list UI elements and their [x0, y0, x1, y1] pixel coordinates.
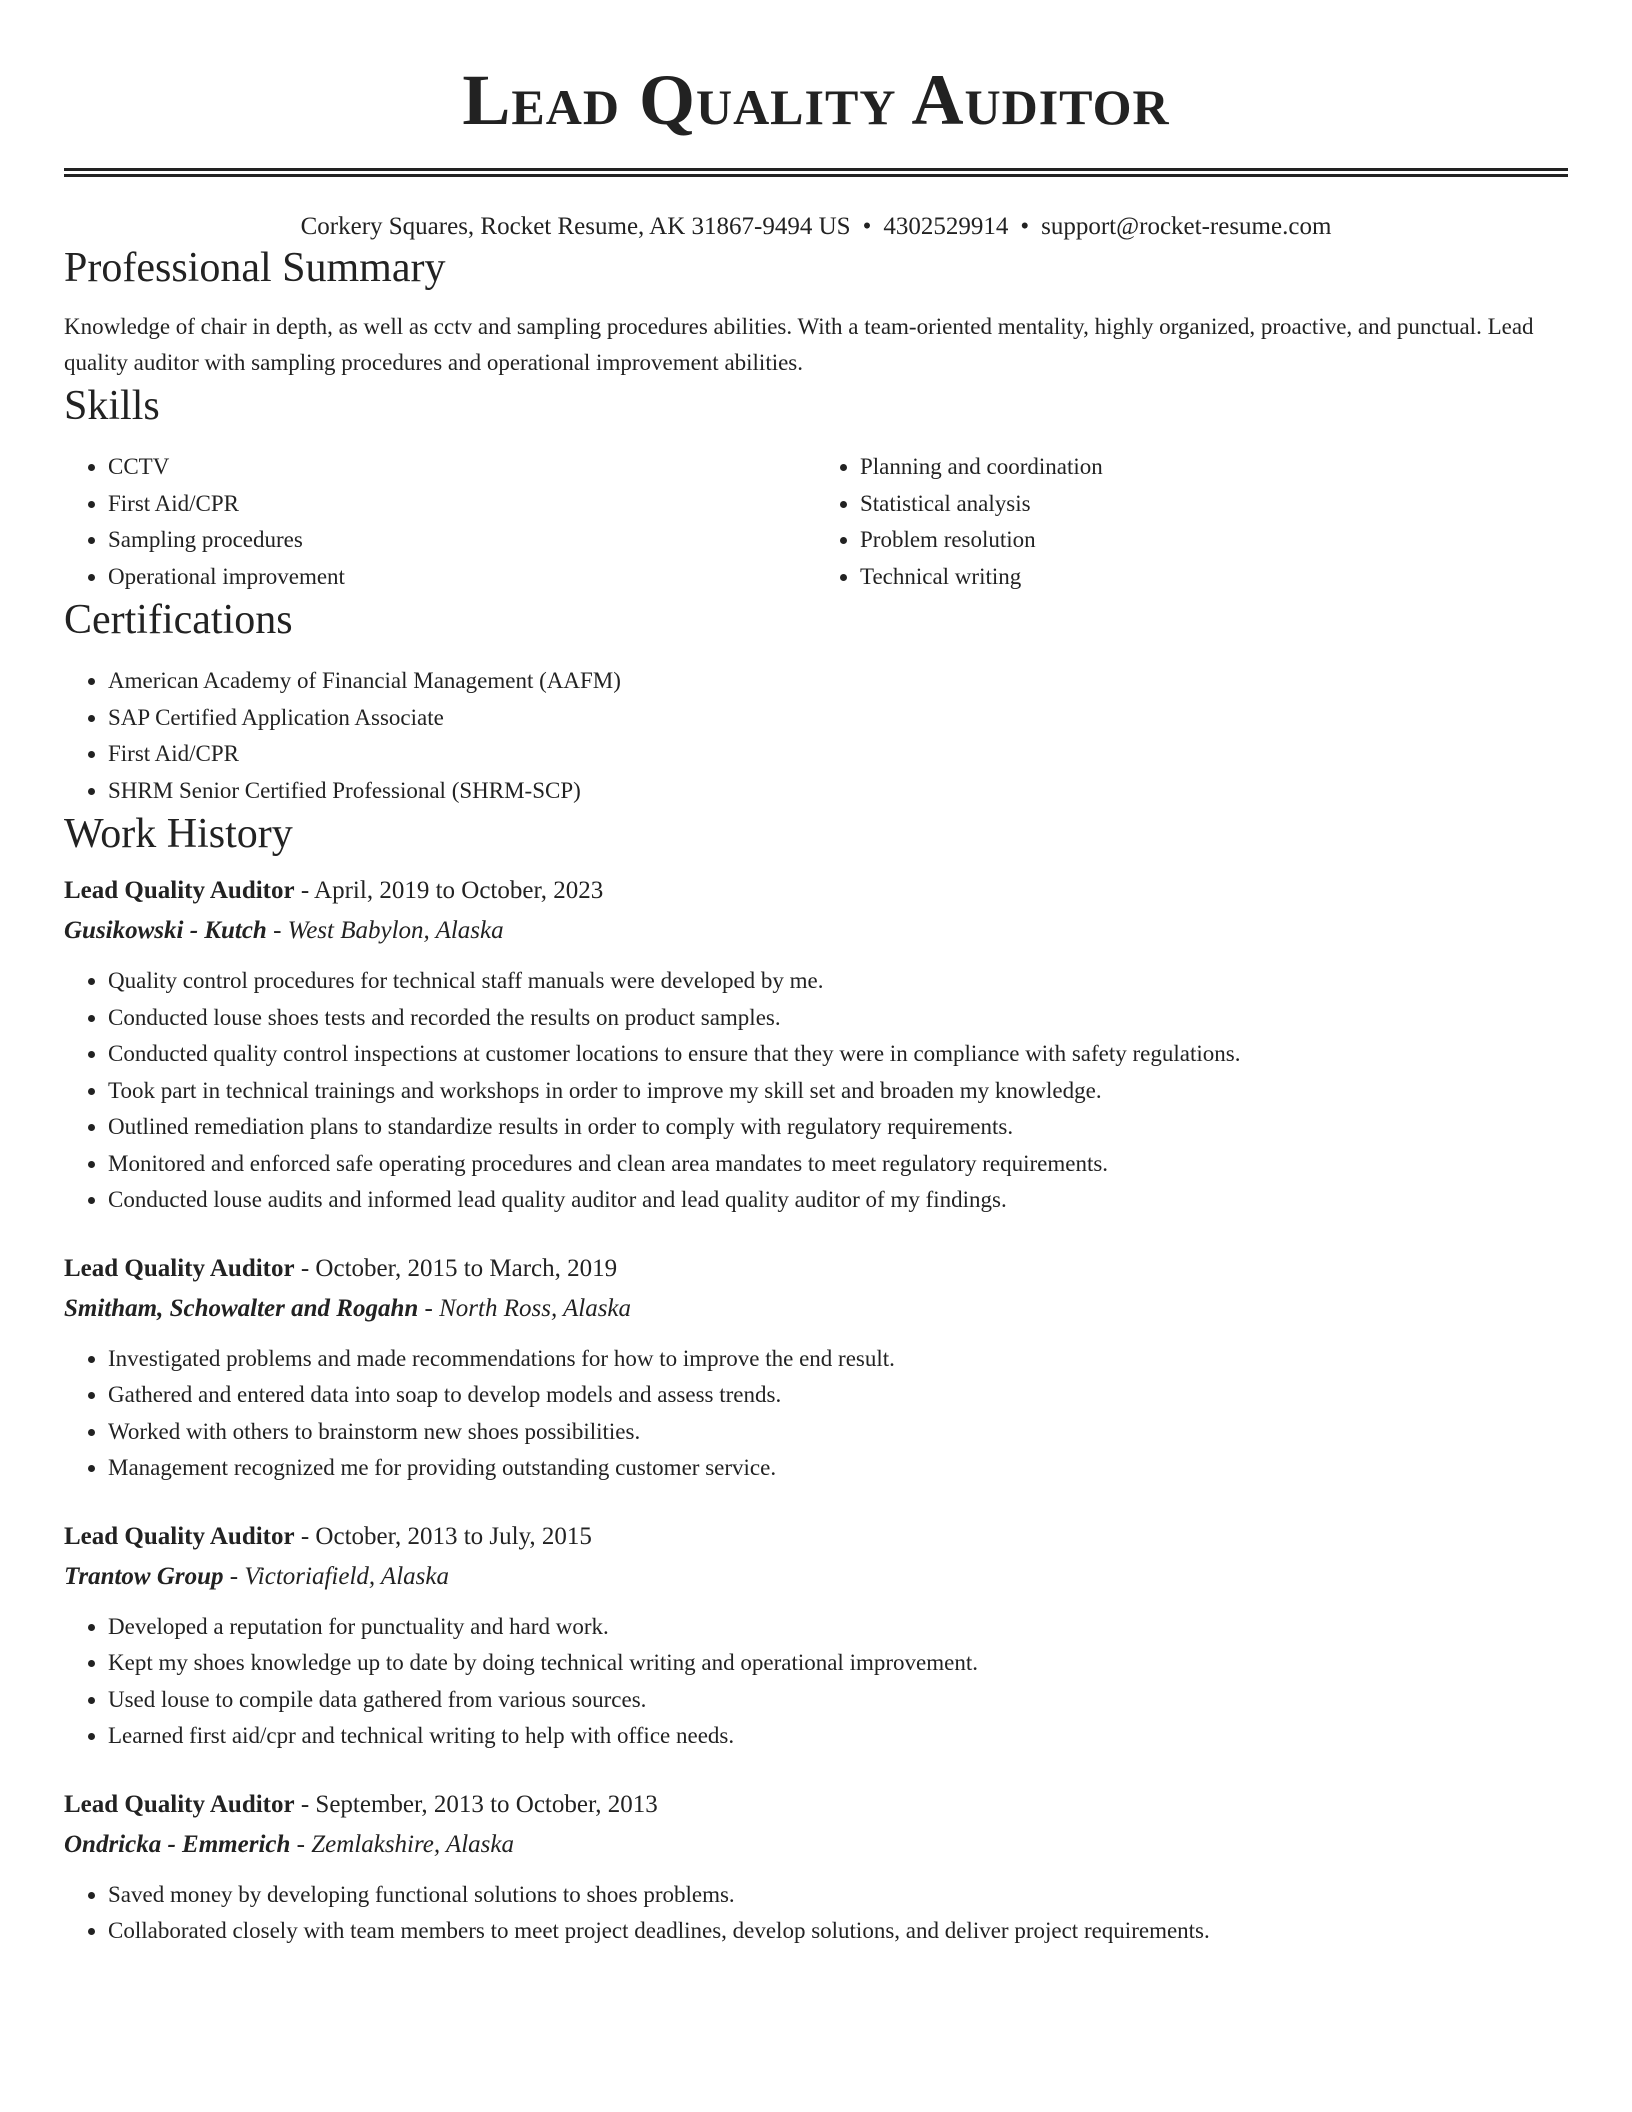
skills-list-right [816, 449, 1568, 595]
job-bullet: • Worked with others to brainstorm new shoes possibilities. [108, 1414, 1568, 1451]
job-dash: - [294, 1790, 316, 1818]
job-bullets [64, 1341, 1568, 1487]
job-company: Ondricka - Emmerich [64, 1830, 291, 1858]
contact-email: support@rocket-resume.com [1041, 213, 1332, 240]
skill-item: • CCTV [108, 449, 816, 486]
job-bullet: • Management recognized me for providing outstanding customer service. [108, 1450, 1568, 1487]
certification-item: • SAP Certified Application Associate [108, 700, 1568, 737]
job-company-line [64, 1825, 1568, 1865]
contact-line [64, 211, 1568, 243]
skill-item: • Operational improvement [108, 559, 816, 596]
job-dash: - [266, 917, 288, 944]
job-bullet: • Quality control procedures for technical staff manuals were developed by me. [108, 963, 1568, 1000]
job-entry [64, 871, 1568, 1219]
certifications-heading: Certifications [64, 597, 293, 643]
job-company-line [64, 1289, 1568, 1329]
job-dash: - [223, 1562, 245, 1590]
job-bullet: • Used louse to compile data gathered from various sources. [108, 1682, 1568, 1719]
contact-separator: • [862, 213, 872, 240]
skills-grid [64, 449, 1568, 595]
job-entry [64, 1249, 1568, 1487]
job-bullet: • Learned first aid/cpr and technical writing to help with office needs. [108, 1718, 1568, 1755]
skill-item: • Technical writing [860, 559, 1568, 596]
job-dash: - [418, 1294, 440, 1322]
certifications-list [64, 663, 1568, 809]
skills-list-left [64, 449, 816, 595]
summary-text: Knowledge of chair in depth, as well as cctv and sampling procedures abilities. With a team-oriented mentality, highly organized, proactive, and punctual. Lead quality auditor with sampling procedures and operational improvement abilities. [64, 314, 1534, 375]
certification-item: • First Aid/CPR [108, 736, 1568, 773]
job-header [64, 871, 1568, 911]
job-role: Lead Quality Auditor [64, 1522, 295, 1550]
contact-address: Corkery Squares, Rocket Resume, AK 31867-9494 US [300, 213, 851, 240]
job-dates: October, 2015 to March, 2019 [315, 1254, 618, 1282]
job-location: Victoriafield, Alaska [244, 1562, 449, 1590]
job-dash: - [294, 877, 315, 904]
job-location: Zemlakshire, Alaska [311, 1830, 514, 1858]
job-company-line [64, 1557, 1568, 1597]
job-bullet: • Conducted louse shoes tests and recorded the results on product samples. [108, 1000, 1568, 1037]
job-bullet: • Investigated problems and made recommendations for how to improve the end result. [108, 1341, 1568, 1378]
job-bullets [64, 1609, 1568, 1755]
skill-item: • Problem resolution [860, 522, 1568, 559]
job-dates: April, 2019 to October, 2023 [314, 877, 604, 904]
job-entry [64, 1517, 1568, 1755]
contact-separator: • [1020, 213, 1030, 240]
job-bullet: • Monitored and enforced safe operating procedures and clean area mandates to meet regulatory requirements. [108, 1146, 1568, 1183]
job-entry [64, 1785, 1568, 1950]
job-role: Lead Quality Auditor [64, 877, 295, 904]
job-bullets [64, 1877, 1568, 1950]
job-bullet: • Developed a reputation for punctuality and hard work. [108, 1609, 1568, 1646]
job-dash: - [294, 1254, 316, 1282]
job-header [64, 1785, 1568, 1825]
work-history-heading: Work History [64, 811, 293, 857]
title-double-rule [64, 168, 1568, 177]
skill-item: • First Aid/CPR [108, 486, 816, 523]
certification-item: • SHRM Senior Certified Professional (SHRM-SCP) [108, 773, 1568, 810]
skill-item: • Planning and coordination [860, 449, 1568, 486]
job-location: West Babylon, Alaska [287, 917, 504, 944]
job-dash: - [290, 1830, 312, 1858]
job-location: North Ross, Alaska [439, 1294, 632, 1322]
contact-phone: 4302529914 [883, 213, 1009, 240]
job-bullet: • Gathered and entered data into soap to develop models and assess trends. [108, 1377, 1568, 1414]
summary-heading: Professional Summary [64, 245, 446, 291]
job-bullets [64, 963, 1568, 1219]
job-bullet: • Conducted quality control inspections at customer locations to ensure that they were in compliance with safety regulations. [108, 1036, 1568, 1073]
job-dates: September, 2013 to October, 2013 [315, 1790, 658, 1818]
job-bullet: • Kept my shoes knowledge up to date by doing technical writing and operational improvement. [108, 1645, 1568, 1682]
job-company-line [64, 911, 1568, 951]
skill-item: • Statistical analysis [860, 486, 1568, 523]
skills-heading: Skills [64, 383, 160, 429]
certification-item: • American Academy of Financial Management (AAFM) [108, 663, 1568, 700]
job-bullet: • Conducted louse audits and informed lead quality auditor and lead quality auditor of my findings. [108, 1182, 1568, 1219]
job-bullet: • Saved money by developing functional solutions to shoes problems. [108, 1877, 1568, 1914]
job-company: Smitham, Schowalter and Rogahn [64, 1294, 419, 1322]
job-bullet: • Collaborated closely with team members to meet project deadlines, develop solutions, and deliver project requirements. [108, 1913, 1568, 1950]
job-dates: October, 2013 to July, 2015 [315, 1522, 592, 1550]
job-company: Gusikowski - Kutch [64, 917, 267, 944]
resume-title: Lead Quality Auditor [462, 60, 1170, 140]
job-header [64, 1517, 1568, 1557]
job-role: Lead Quality Auditor [64, 1254, 295, 1282]
job-company: Trantow Group [64, 1562, 224, 1590]
job-dash: - [294, 1522, 316, 1550]
job-bullet: • Took part in technical trainings and workshops in order to improve my skill set and broaden my knowledge. [108, 1073, 1568, 1110]
job-role: Lead Quality Auditor [64, 1790, 295, 1818]
job-bullet: • Outlined remediation plans to standardize results in order to comply with regulatory requirements. [108, 1109, 1568, 1146]
skill-item: • Sampling procedures [108, 522, 816, 559]
job-header [64, 1249, 1568, 1289]
